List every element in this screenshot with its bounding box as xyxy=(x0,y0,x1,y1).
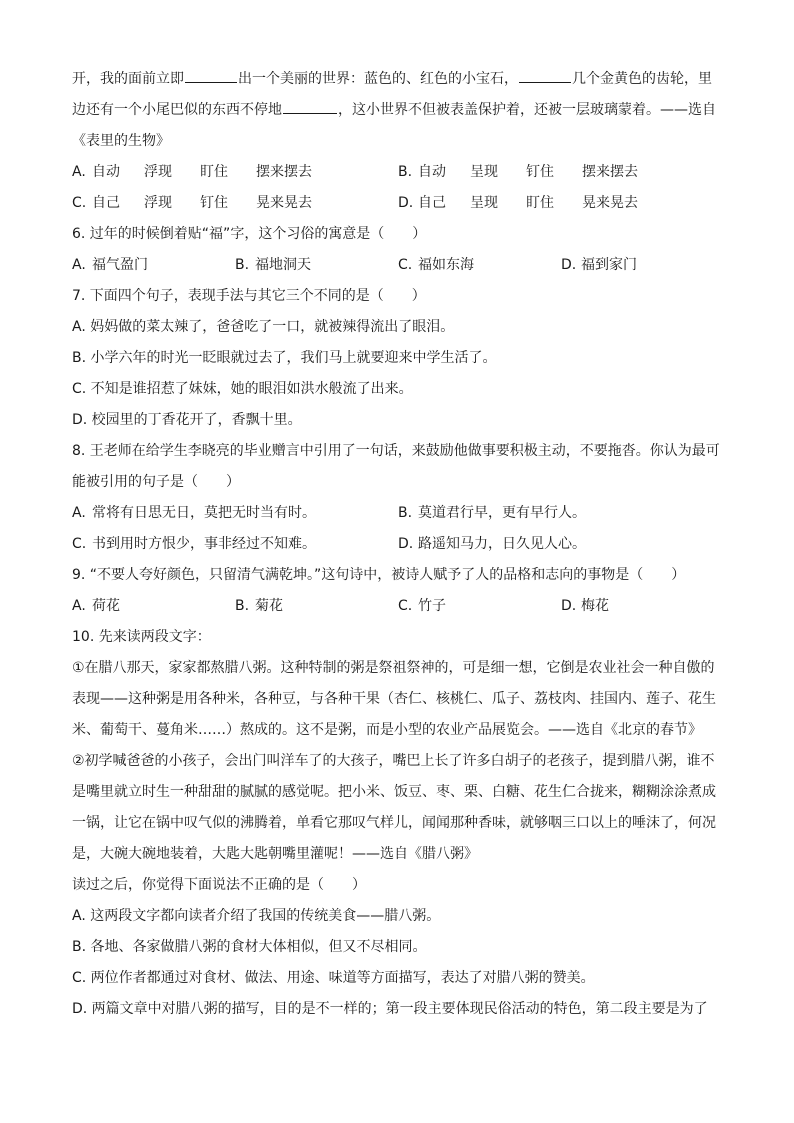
option-letter: D. xyxy=(561,598,577,614)
option-letter: B. xyxy=(398,164,413,180)
passage-line-1 xyxy=(72,64,724,95)
q7-option-d[interactable]: D. 校园里的丁香花开了，香飘十里。 xyxy=(72,412,302,428)
option-letter: D. xyxy=(398,536,414,552)
q8-stem-line-1: 8. 王老师在给学生李晓亮的毕业赠言中引用了一句话，来鼓励他做事要积极主动，不要拖沓。你认为最可 xyxy=(72,443,720,459)
q7-option-c[interactable]: C. 不知是谁招惹了妹妹，她的眼泪如洪水般流了出来。 xyxy=(72,381,413,397)
q7-option-b[interactable]: B. 小学六年的时光一眨眼就过去了，我们马上就要迎来中学生活了。 xyxy=(72,350,497,366)
option-word: 钉住 xyxy=(526,164,554,180)
option-text: 荷花 xyxy=(92,598,120,614)
q5-options-row-1 xyxy=(72,157,724,188)
option-text: 竹子 xyxy=(418,598,446,614)
q8-options-row-2 xyxy=(72,529,724,560)
option-letter: A. xyxy=(72,598,86,614)
q10-option-c[interactable]: C. 两位作者都通过对食材、做法、用途、味道等方面描写，表达了对腊八粥的赞美。 xyxy=(72,970,595,986)
option-letter: C. xyxy=(398,257,413,273)
q10-stem: 10. 先来读两段文字： xyxy=(72,629,211,645)
option-word: 自己 xyxy=(418,195,446,211)
option-text: 路遥知马力，日久见人心。 xyxy=(418,536,586,552)
q8-option-b[interactable] xyxy=(398,498,724,529)
q9-option-a[interactable] xyxy=(72,591,235,622)
option-letter: C. xyxy=(72,536,87,552)
exam-page xyxy=(72,64,724,1025)
option-word: 钉住 xyxy=(200,195,228,211)
option-letter: B. xyxy=(235,598,250,614)
option-word: 自己 xyxy=(92,195,120,211)
q6-option-a[interactable] xyxy=(72,250,235,281)
option-word: 浮现 xyxy=(144,164,172,180)
option-letter: A. xyxy=(72,257,86,273)
q10-passage2-line-1: ②初学喊爸爸的小孩子，会出门叫洋车了的大孩子，嘴巴上长了许多白胡子的老孩子，提到腊八粥，谁不 xyxy=(72,753,715,769)
q7-stem: 7. 下面四个句子，表现手法与其它三个不同的是（ ） xyxy=(72,288,426,304)
q10-passage2-line-3: 一锅，让它在锅中叹气似的沸腾着，单看它那叹气样儿，闻闻那种香味，就够咽三口以上的唾沫了，何况 xyxy=(72,815,716,831)
option-letter: D. xyxy=(561,257,577,273)
passage-text: 出一个美丽的世界：蓝色的、红色的小宝石， xyxy=(238,71,518,87)
option-word: 自动 xyxy=(418,164,446,180)
option-text: 梅花 xyxy=(581,598,609,614)
q10-option-a[interactable]: A. 这两段文字都向读者介绍了我国的传统美食——腊八粥。 xyxy=(72,908,441,924)
option-letter: B. xyxy=(235,257,250,273)
option-word: 呈现 xyxy=(470,164,498,180)
option-text: 福到家门 xyxy=(581,257,637,273)
passage-text: 几个金黄色的齿轮，里 xyxy=(572,71,712,87)
q6-option-b[interactable] xyxy=(235,250,398,281)
q8-options-row-1 xyxy=(72,498,724,529)
option-letter: C. xyxy=(398,598,413,614)
q10-ask: 读过之后，你觉得下面说法不正确的是（ ） xyxy=(72,877,366,893)
option-word: 盯住 xyxy=(200,164,228,180)
option-text: 常将有日思无日，莫把无时当有时。 xyxy=(92,505,316,521)
q6-stem: 6. 过年的时候倒着贴“福”字，这个习俗的寓意是（ ） xyxy=(72,226,427,242)
option-letter: D. xyxy=(398,195,414,211)
q5-option-a[interactable] xyxy=(72,157,398,188)
q9-options xyxy=(72,591,724,622)
fill-blank xyxy=(283,112,337,114)
option-word: 摆来摆去 xyxy=(582,164,638,180)
q10-passage1-line-1: ①在腊八那天，家家都熬腊八粥。这种特制的粥是祭祖祭神的，可是细一想，它倒是农业社会一种自傲的 xyxy=(72,660,715,676)
option-word: 盯住 xyxy=(526,195,554,211)
option-word: 晃来晃去 xyxy=(582,195,638,211)
option-text: 菊花 xyxy=(255,598,283,614)
q6-options xyxy=(72,250,724,281)
option-word: 呈现 xyxy=(470,195,498,211)
q8-option-c[interactable] xyxy=(72,529,398,560)
q10-passage2-line-4: 是，大碗大碗地装着，大匙大匙朝嘴里灌呢！——选自《腊八粥》 xyxy=(72,846,478,862)
passage-source: 《表里的生物》 xyxy=(72,133,170,149)
passage-text: ，这小世界不但被表盖保护着，还被一层玻璃蒙着。——选自 xyxy=(338,102,716,118)
q5-option-c[interactable] xyxy=(72,188,398,219)
option-word: 浮现 xyxy=(144,195,172,211)
passage-text: 边还有一个小尾巴似的东西不停地 xyxy=(72,102,282,118)
q10-passage2-line-2: 是嘴里就立时生一种甜甜的腻腻的感觉呢。把小米、饭豆、枣、栗、白糖、花生仁合拢来，糊糊涂涂煮成 xyxy=(72,784,716,800)
fill-blank xyxy=(185,81,237,83)
option-letter: A. xyxy=(72,505,86,521)
option-word: 晃来晃去 xyxy=(256,195,312,211)
option-letter: C. xyxy=(72,195,87,211)
q7-option-a[interactable]: A. 妈妈做的菜太辣了，爸爸吃了一口，就被辣得流出了眼泪。 xyxy=(72,319,455,335)
q10-option-d[interactable]: D. 两篇文章中对腊八粥的描写，目的是不一样的；第一段主要体现民俗活动的特色，第二段主要是为了 xyxy=(72,1001,708,1017)
option-word: 摆来摆去 xyxy=(256,164,312,180)
q10-passage1-line-3: 米、葡萄干、蔓角米……）熬成的。这不是粥，而是小型的农业产品展览会。——选自《北京的春节》 xyxy=(72,722,702,738)
q10-passage1-line-2: 表现——这种粥是用各种米，各种豆，与各种干果（杏仁、核桃仁、瓜子、荔枝肉、挂国内、莲子、花生 xyxy=(72,691,716,707)
option-text: 福地洞天 xyxy=(255,257,311,273)
q5-option-b[interactable] xyxy=(398,157,724,188)
q10-option-b[interactable]: B. 各地、各家做腊八粥的食材大体相似，但又不尽相同。 xyxy=(72,939,427,955)
option-letter: A. xyxy=(72,164,86,180)
q5-option-d[interactable] xyxy=(398,188,724,219)
q5-options-row-2 xyxy=(72,188,724,219)
option-text: 福气盈门 xyxy=(92,257,148,273)
passage-text: 开，我的面前立即 xyxy=(72,71,184,87)
q6-option-d[interactable] xyxy=(561,250,724,281)
q9-stem: 9. “不要人夸好颜色，只留清气满乾坤。”这句诗中，被诗人赋予了人的品格和志向的事物是（ ） xyxy=(72,567,686,583)
q6-option-c[interactable] xyxy=(398,250,561,281)
q9-option-b[interactable] xyxy=(235,591,398,622)
q8-stem-line-2: 能被引用的句子是（ ） xyxy=(72,474,240,490)
option-text: 书到用时方恨少，事非经过不知难。 xyxy=(92,536,316,552)
q9-option-c[interactable] xyxy=(398,591,561,622)
q8-option-d[interactable] xyxy=(398,529,724,560)
q9-option-d[interactable] xyxy=(561,591,724,622)
option-letter: B. xyxy=(398,505,413,521)
option-word: 自动 xyxy=(92,164,120,180)
passage-line-2 xyxy=(72,95,724,126)
q8-option-a[interactable] xyxy=(72,498,398,529)
fill-blank xyxy=(519,81,571,83)
passage-line-3 xyxy=(72,126,724,157)
option-text: 莫道君行早，更有早行人。 xyxy=(418,505,586,521)
option-text: 福如东海 xyxy=(418,257,474,273)
